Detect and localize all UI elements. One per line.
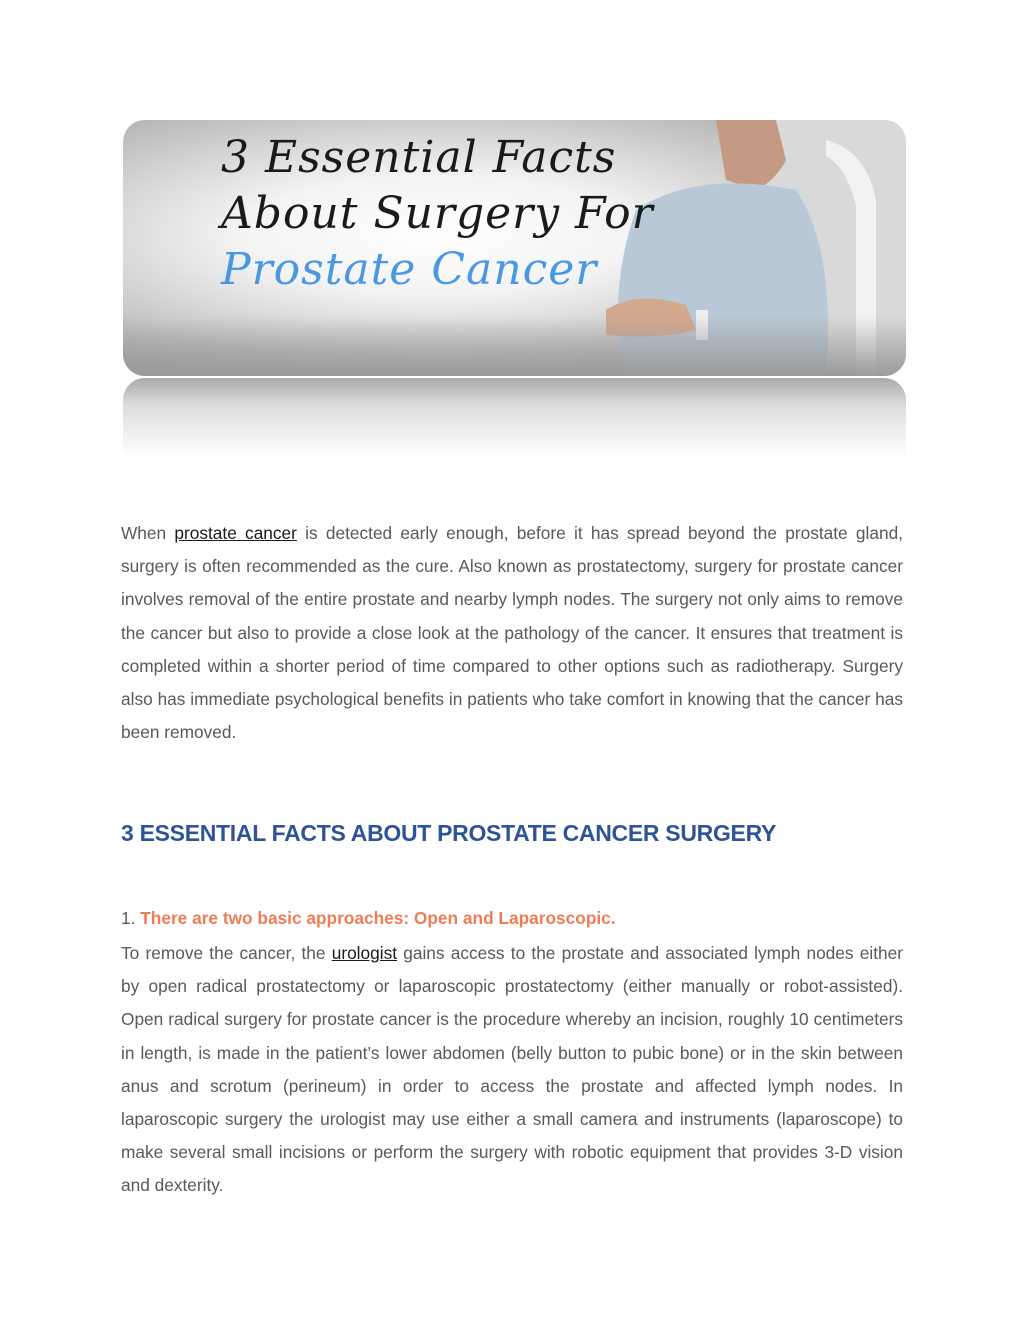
fact-1-text-rest: gains access to the prostate and associated lymph nodes either by open radical prostatectomy or laparoscopic prostatectomy (either manually or robot-assisted). Open radical surgery for prostate cancer is the procedure whereby an incision, roughly 10 centimeters in length, is made in the patient’s lower abdomen (belly button to pubic bone) or in the skin between anus and scrotum (perineum) in order to access the prostate and affected lymph nodes. In laparoscopic surgery the urologist may use either a small camera and instruments (laparoscope) to make several small incisions or perform the surgery with robotic equipment that provides 3-D vision and dexterity. [121, 943, 903, 1196]
intro-text-rest: is detected early enough, before it has spread beyond the prostate gland, surgery is often recommended as the cure. Also known as prostatectomy, surgery for prostate cancer involves removal of the entire prostate and nearby lymph nodes. The surgery not only aims to remove the cancer but also to provide a close look at the pathology of the cancer. It ensures that treatment is completed within a shorter period of time compared to other options such as radiotherapy. Surgery also has immediate psychological benefits in patients who take comfort in knowing that the cancer has been removed. [121, 523, 903, 743]
banner-title-line-2: About Surgery For [221, 188, 654, 239]
fact-1-title [121, 908, 616, 929]
fact-1-text-start: To remove the cancer, the [121, 943, 332, 963]
fact-1-heading: There are two basic approaches: Open and Laparoscopic. [140, 908, 616, 928]
banner-image [123, 120, 906, 376]
intro-text-start: When [121, 523, 175, 543]
fact-1-number: 1. [121, 908, 141, 928]
section-heading: 3 ESSENTIAL FACTS ABOUT PROSTATE CANCER SURGERY [121, 820, 777, 846]
banner-title-line-1: 3 Essential Facts [221, 132, 617, 183]
fact-1-paragraph [121, 937, 903, 1203]
banner-title [221, 130, 654, 298]
intro-paragraph [121, 517, 903, 749]
banner-reflection [123, 378, 906, 458]
urologist-link[interactable]: urologist [331, 943, 398, 963]
banner-title-line-3: Prostate Cancer [221, 244, 598, 295]
prostate-cancer-link[interactable]: prostate cancer [174, 523, 297, 543]
hills-shading [123, 316, 906, 376]
